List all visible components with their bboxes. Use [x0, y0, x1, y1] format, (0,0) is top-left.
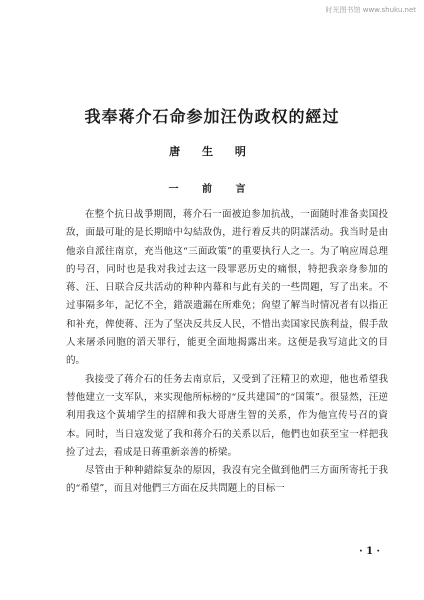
paragraph-1: 在整个抗日战爭期間，蒋介石一面被迫参加抗战，一面随时准备卖国投敌，面最可耻的是长期暗中勾結敌伪，进行着反共的阴謀活动。我当时是由他亲自派往南京，充当他这“三面政策”的重要执行人之一。为了响应周总理的号召，同时也是我对我过去这一段罪恶历史的痛恨，特把我亲身参加的蒋、汪、日联合反共活动的种种内幕和与此有关的一些問題，写了出来。不过事隔多年，記忆不全，錯誤遗漏在所难免；尙望了解当时情况者有以指正和补充，俾使蒋、汪为了坚决反共反人民，不惜出卖国家民族利益，假手敌人来屠杀同胞的滔天罪行，能更全面地揭露出来。这便是我写這此文的目的。 — [66, 209, 388, 367]
site-watermark: 时光图书馆 www.shuku.net — [325, 6, 416, 14]
paragraph-3: 尽管由于种种錯綜复杂的原因，我沒有完全做到他們三方面所寄托于我的“希望”，而且对他們三方面在反共問題上的目标一 — [66, 465, 388, 495]
article-title: 我奉蒋介石命参加汪伪政权的經过 — [84, 107, 340, 126]
author-name: 唐 生 明 — [169, 145, 255, 158]
section-heading: 一 前 言 — [168, 184, 256, 195]
paragraph-2: 我接受了蒋介石的任务去南京后，又受到了汪精卫的欢迎，他也希望我替他建立一支军队，来实现他所标榜的“反共建国”的“国策”。很显然，汪逆利用我这个黃埔学生的招牌和我大哥唐生智的关系，作为他宣传号召的資本。同时，当日寇发觉了我和蒋介石的关系以后，他們也如获至宝一样把我捡了过去，看成是日蒋重新亲善的桥梁。 — [66, 373, 388, 458]
article-body — [66, 206, 388, 499]
page-number: · 1 · — [359, 546, 380, 557]
